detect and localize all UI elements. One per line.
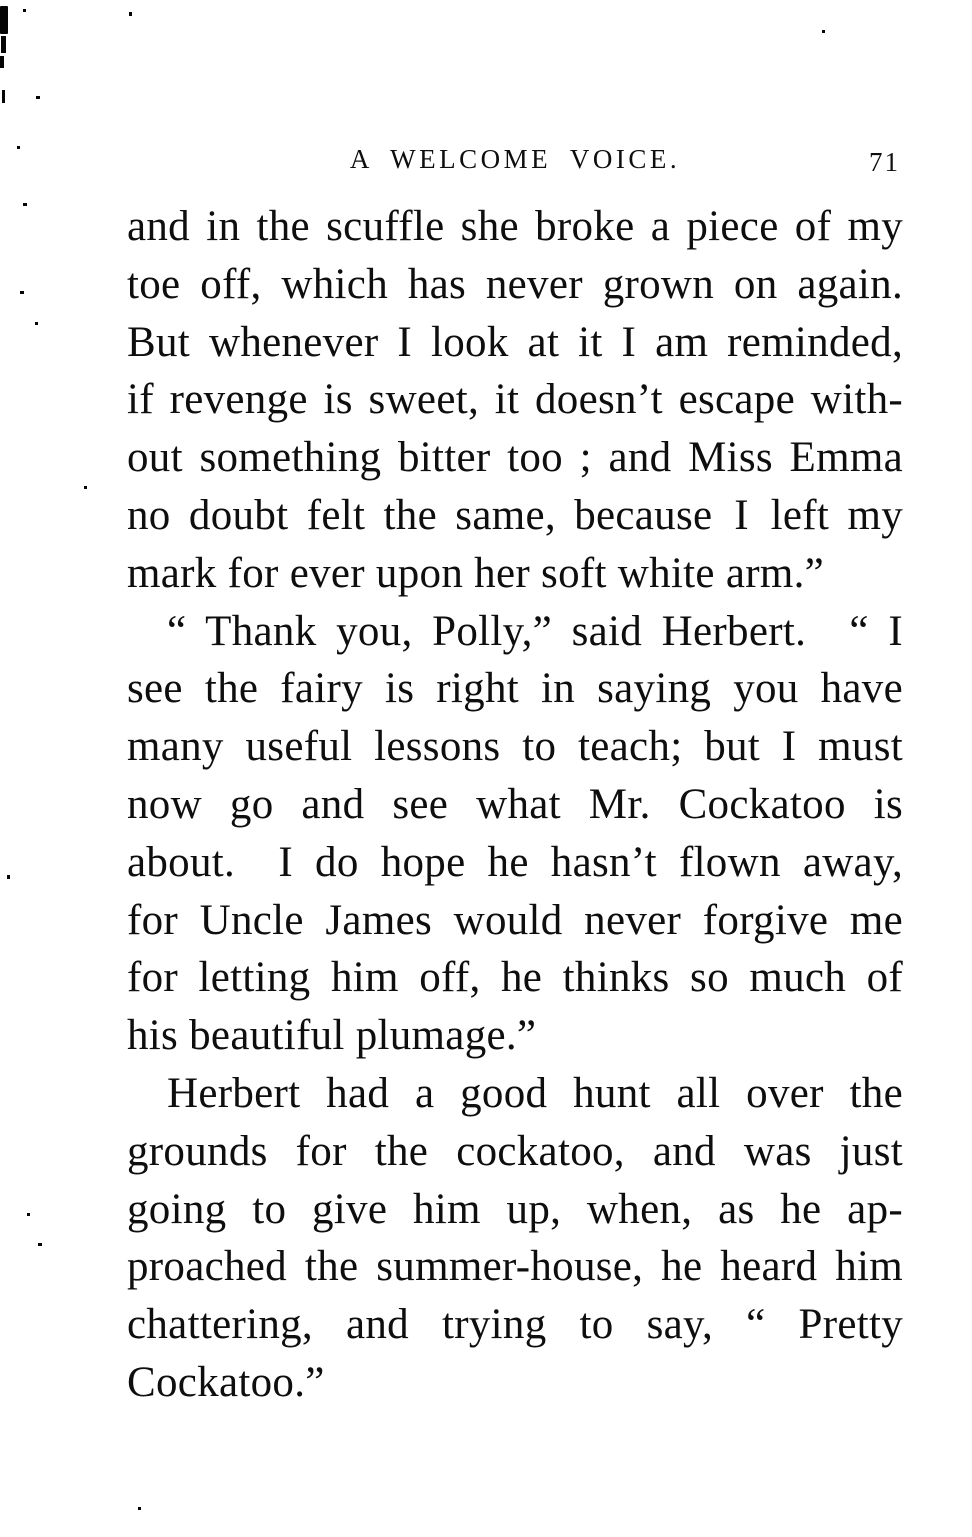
text-line: proached the summer-house, he heard him [127,1243,903,1291]
text-line: chattering, and trying to say, “ Pretty [127,1301,903,1349]
text-line: see the fairy is right in saying you have [127,665,903,713]
scan-artifact [138,1507,141,1510]
text-line: going to give him up, when, as he ap- [127,1185,903,1233]
scan-artifact [0,6,8,34]
text-line: toe off, which has never grown on again. [127,260,903,308]
running-header-title: A WELCOME VOICE. [349,144,681,174]
text-line: mark for ever upon her soft white arm.” [127,549,825,597]
text-line: But whenever I look at it I am reminded, [127,318,903,366]
text-line: Cockatoo.” [127,1358,325,1406]
page-number: 71 [869,147,900,177]
scan-artifact [35,322,38,325]
scan-artifact [36,96,40,99]
scan-artifact [7,875,10,879]
text-line: if revenge is sweet, it doesn’t escape with- [127,376,903,424]
scan-artifact [0,56,4,68]
text-line: his beautiful plumage.” [127,1012,537,1060]
scan-artifact [2,90,5,103]
text-line: no doubt felt the same, because I left my [127,491,903,539]
scan-artifact [1,36,6,53]
scan-artifact [23,9,26,12]
scan-artifact [27,1213,30,1216]
text-line: for letting him off, he thinks so much of [127,954,903,1002]
text-line: for Uncle James would never forgive me [127,896,903,944]
text-line: about. I do hope he hasn’t flown away, [127,838,903,886]
scan-artifact [20,291,24,294]
text-line: grounds for the cockatoo, and was just [127,1127,903,1175]
text-line: “ Thank you, Polly,” said Herbert. “ I [167,607,903,655]
scan-artifact [23,203,27,206]
body-text [127,198,903,1412]
scan-artifact [38,1243,42,1246]
text-line: Herbert had a good hunt all over the [167,1069,903,1117]
scan-artifact [84,486,87,489]
text-line: many useful lessons to teach; but I must [127,723,903,771]
text-line: now go and see what Mr. Cockatoo is [127,780,903,828]
text-line: out something bitter too ; and Miss Emma [127,434,903,482]
scan-artifact [822,30,825,33]
text-line: and in the scuffle she broke a piece of my [127,203,903,250]
scan-artifact [17,146,20,149]
scan-artifact [129,12,132,16]
